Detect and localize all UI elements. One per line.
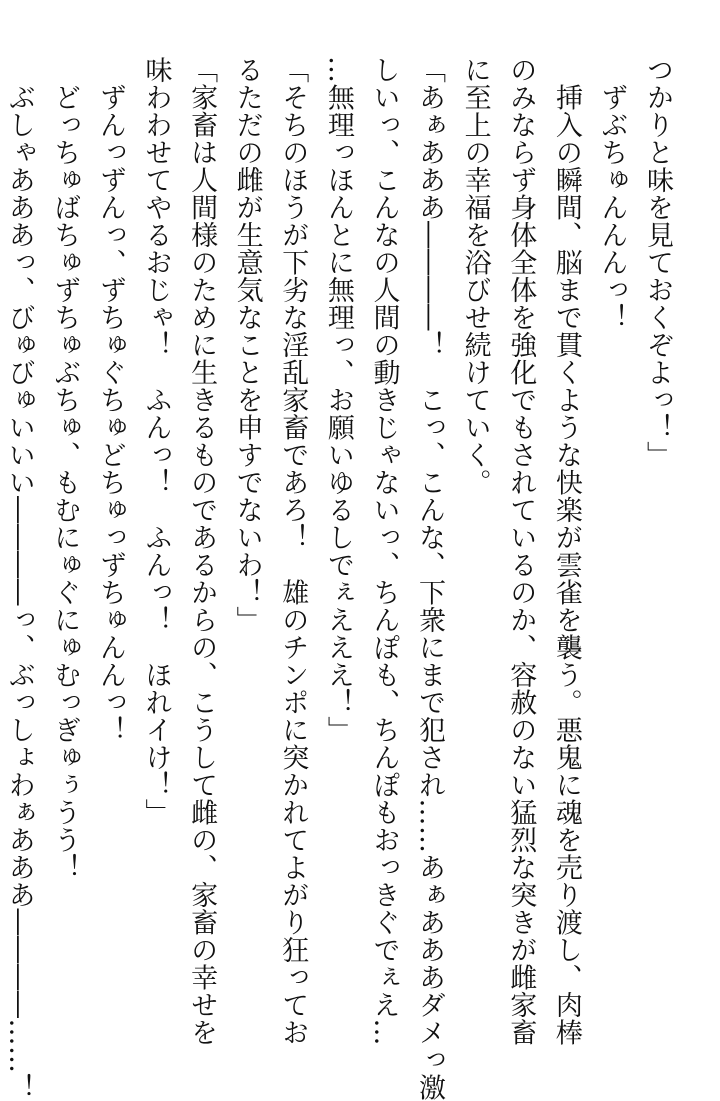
- text-line: …無理っほんとに無理っ、お願いゆるしでぇえええ！」: [322, 56, 354, 744]
- text-line: 「家畜は人間様のために生きるものであるからの、こうして雌の、家畜の幸せを: [186, 56, 218, 1046]
- text-line: に至上の幸福を浴びせ続けていく。: [459, 56, 491, 496]
- text-line: しいっ、こんなの人間の動きじゃないっ、ちんぽも、ちんぽもおっきぐでぇえ…: [368, 56, 400, 1046]
- text-line: つかりと味を見ておくぞよっ！」: [642, 56, 673, 469]
- text-line: 味わわせてやるおじゃ！ ふんっ！ ふんっ！ ほれイけ！」: [140, 56, 172, 826]
- text-line: 挿入の瞬間、脳まで貫くような快楽が雲雀を襲う。悪鬼に魂を売り渡し、肉棒: [550, 56, 582, 1046]
- text-line: 「そちのほうが下劣な淫乱家畜であろ！ 雄のチンポに突かれてよがり狂ってお: [277, 56, 309, 1046]
- text-line: ずんっずんっ、ずちゅぐちゅどちゅっずちゅんんっ！: [94, 56, 126, 744]
- text-line: 「あぁあああ――――！ こっ、こんな、下衆にまで犯され……あぁあああダメっ激: [414, 56, 446, 1101]
- text-line: のみならず身体全体を強化でもされているのか、容赦のない猛烈な突きが雌家畜: [505, 56, 537, 1046]
- vertical-text-body: [0, 56, 680, 1101]
- text-line: どっちゅばちゅずちゅぶちゅ、もむにゅぐにゅむっぎゅぅうう！: [49, 56, 81, 881]
- text-line: るただの雌が生意気なことを申すでないわ！」: [231, 56, 263, 634]
- text-line: ぶしゃあああっ、びゅびゅいいい――――っ、ぶっしょわぁあああ――――……！: [3, 56, 35, 1101]
- text-line: ずぶちゅんんんっ！: [596, 56, 628, 331]
